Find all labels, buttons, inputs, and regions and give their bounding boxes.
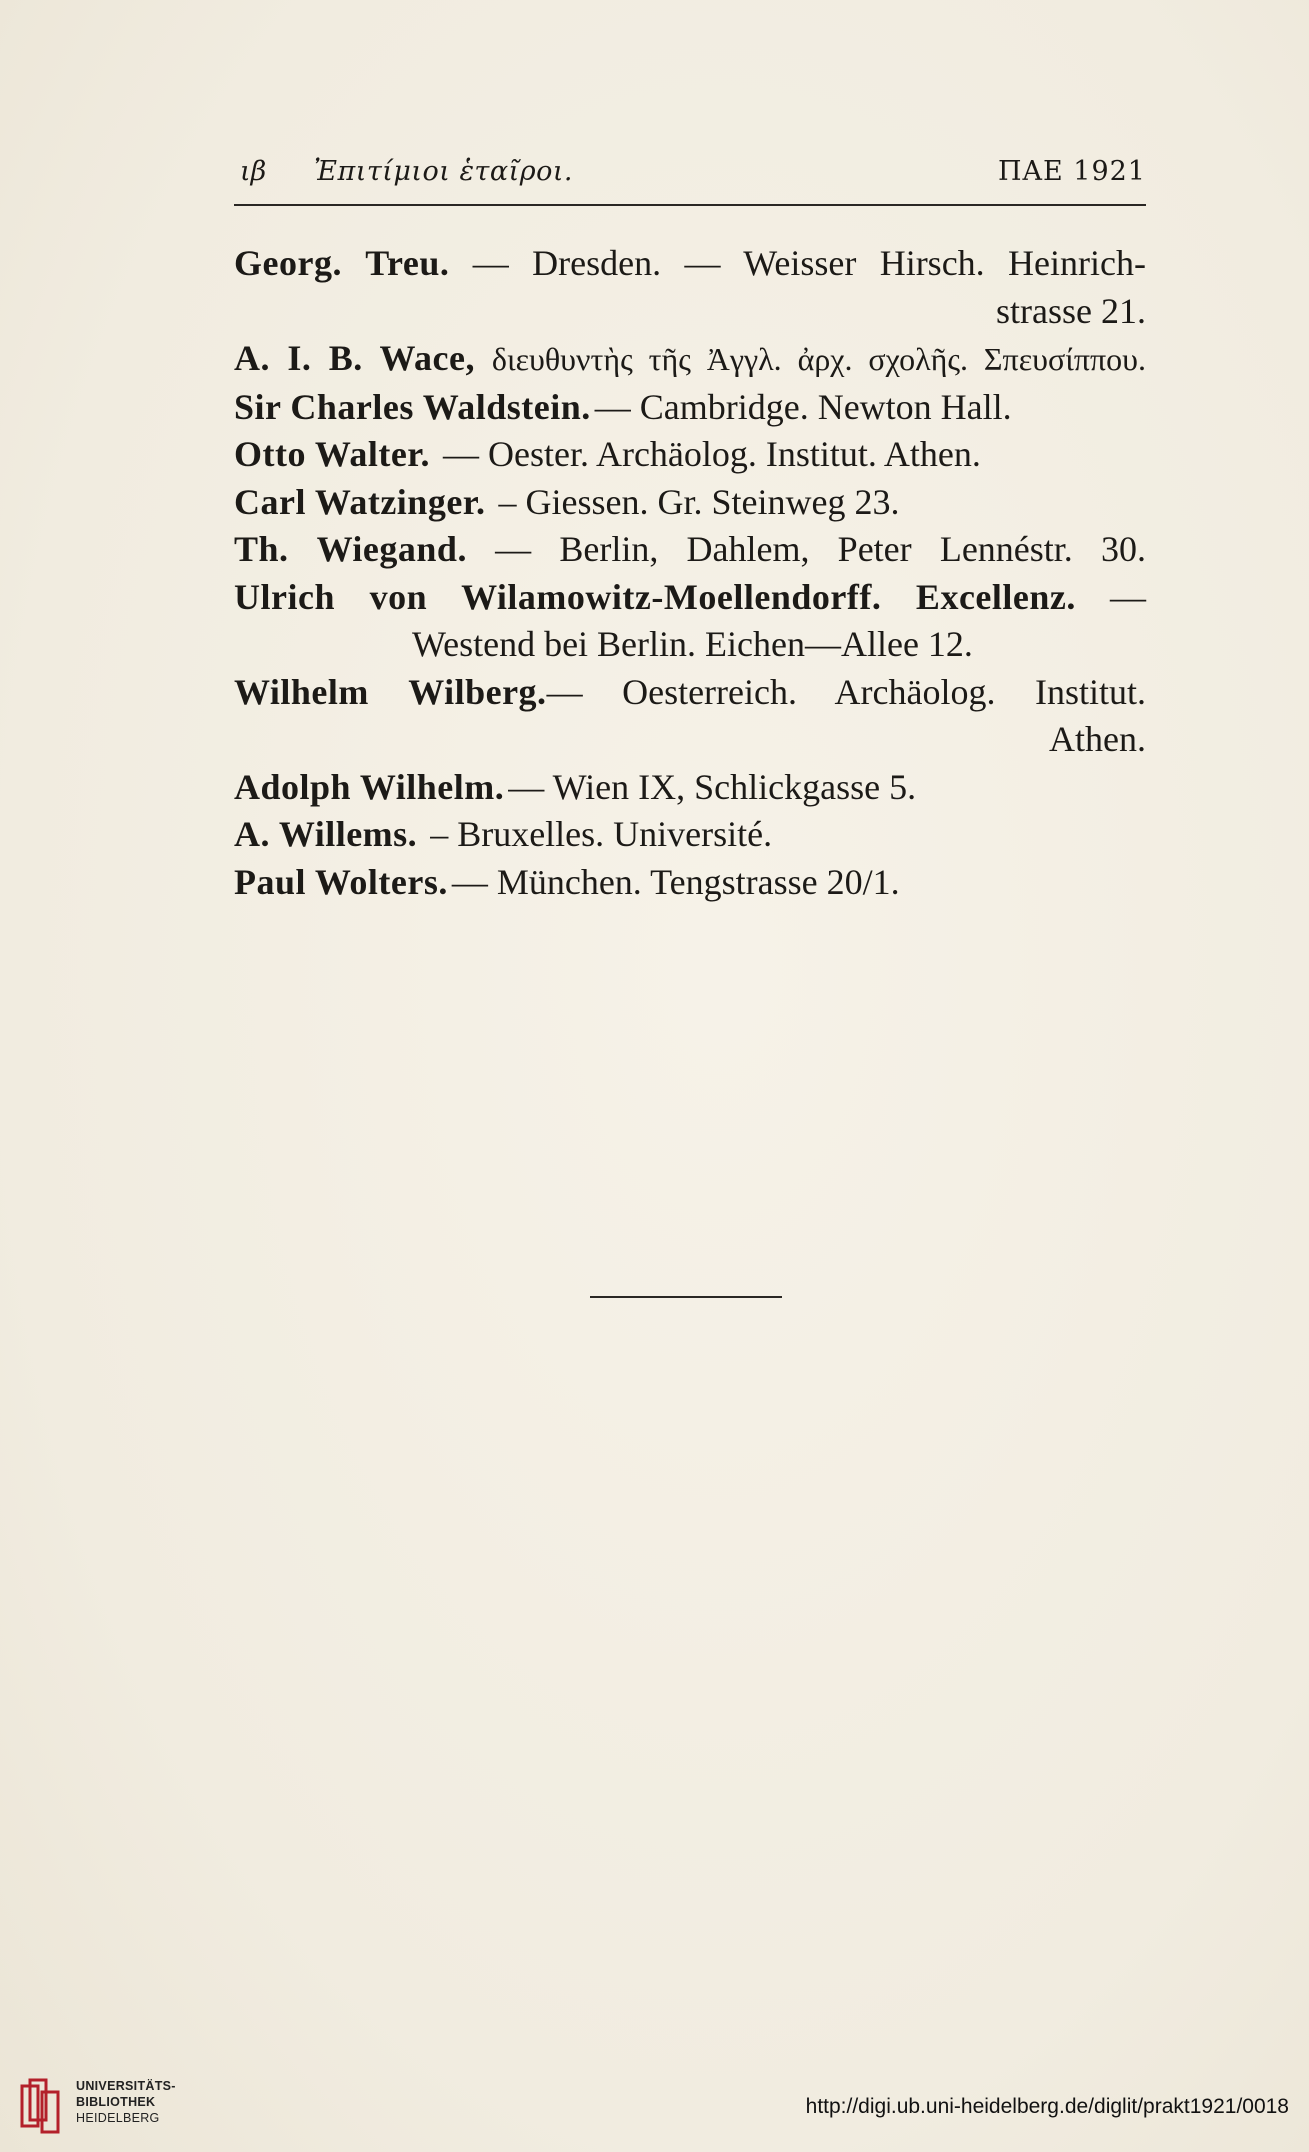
member-name: Paul Wolters.	[234, 861, 448, 902]
list-item	[234, 240, 1146, 335]
library-logo	[16, 2074, 196, 2138]
member-address: – Bruxelles. Université.	[430, 814, 773, 854]
member-address: διευθυντὴς τῆς Ἀγγλ. ἀρχ. σχολῆς. Σπευσίππου.	[491, 341, 1147, 377]
section-title: Ἐπιτίμιοι ἑταῖροι.	[314, 156, 573, 187]
member-name: Th. Wiegand.	[234, 529, 467, 569]
member-address-continued: Westend bei Berlin. Eichen—Allee 12.	[412, 624, 973, 664]
list-item	[234, 431, 1146, 479]
list-item	[234, 669, 1146, 764]
list-item	[234, 479, 1146, 527]
list-item	[234, 574, 1146, 669]
list-item	[234, 335, 1146, 384]
member-address: — München. Tengstrasse 20/1.	[451, 861, 900, 902]
member-name: Sir Charles Waldstein.	[234, 386, 591, 427]
list-item	[234, 859, 1146, 907]
member-name: Adolph Wilhelm.	[234, 766, 505, 807]
member-address: – Giessen. Gr. Steinweg 23.	[498, 481, 900, 522]
running-header	[234, 154, 1146, 200]
member-address: — Oesterreich. Archäolog. Institut.	[546, 671, 1146, 712]
list-item	[234, 811, 1146, 859]
member-address-continued: Athen.	[1049, 719, 1146, 759]
library-name-line3: HEIDELBERG	[76, 2111, 160, 2125]
list-item	[234, 384, 1146, 432]
member-name: Georg. Treu.	[234, 243, 450, 283]
member-list	[234, 240, 1146, 906]
end-rule	[590, 1296, 782, 1298]
member-name: Wilhelm Wilberg.	[234, 671, 547, 712]
member-name: Ulrich von Wilamowitz-Moellendorff. Excellenz.	[234, 576, 1076, 617]
member-name: A. Willems.	[234, 814, 418, 854]
member-address: — Oester. Archäolog. Institut. Athen.	[442, 434, 981, 474]
source-url[interactable]: http://digi.ub.uni-heidelberg.de/diglit/prakt1921/0018	[805, 2095, 1289, 2118]
journal-label: ΠΑΕ 1921	[997, 156, 1146, 187]
list-item	[234, 526, 1146, 574]
member-address: — Wien IX, Schlickgasse 5.	[508, 766, 917, 807]
library-name-line2: BIBLIOTHEK	[76, 2095, 156, 2109]
member-name: Carl Watzinger.	[234, 481, 486, 522]
member-address-continued: strasse 21.	[996, 290, 1146, 331]
library-mark-icon	[16, 2078, 64, 2134]
list-item	[234, 764, 1146, 812]
library-name-line1: UNIVERSITÄTS-	[76, 2079, 176, 2093]
member-address: — Berlin, Dahlem, Peter Lennéstr. 30.	[495, 529, 1146, 569]
member-name: A. I. B. Wace,	[234, 338, 475, 378]
member-address: — Dresden. — Weisser Hirsch. Heinrich-	[472, 243, 1146, 283]
member-name: Otto Walter.	[234, 434, 430, 474]
member-address: — Cambridge. Newton Hall.	[594, 386, 1012, 427]
member-address: —	[1110, 576, 1147, 617]
page-number: ιβ	[240, 156, 267, 187]
header-rule	[234, 204, 1146, 206]
